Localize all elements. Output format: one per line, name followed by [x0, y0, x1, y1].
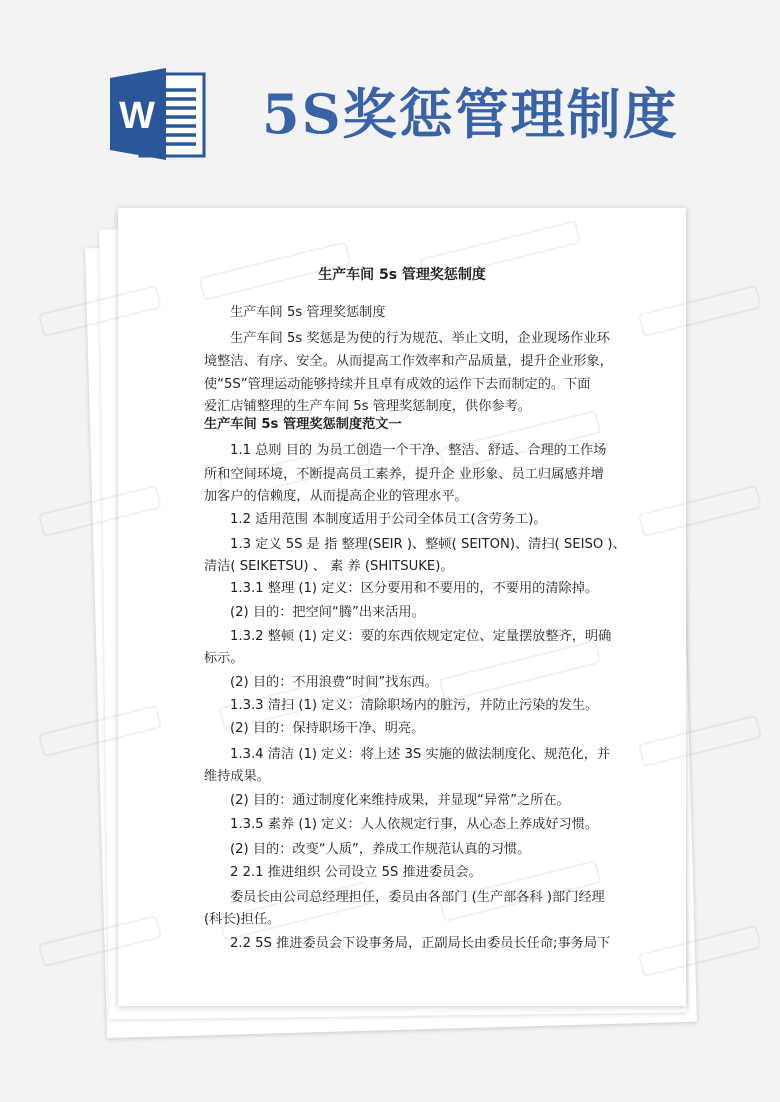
paragraph-line: (科长)担任。	[204, 912, 281, 927]
document-page	[118, 208, 686, 1006]
paragraph-line: 委员长由公司总经理担任，委员由各部门 (生产部各科 )部门经理	[230, 890, 605, 905]
document-title: 生产车间 5s 管理奖惩制度	[318, 267, 486, 283]
paragraph-line: 1.3.2 整顿 (1) 定义：要的东西依规定定位、定量摆放整齐，明确	[230, 629, 612, 644]
paragraph-line: (2) 目的：通过制度化来维持成果，并显现“异常”之所在。	[230, 793, 570, 808]
paragraph-line: 1.3.3 清扫 (1) 定义：清除职场内的脏污，并防止污染的发生。	[230, 698, 599, 713]
paragraph-line: 1.3 定义 5S 是 指 整理(SEIR )、整顿( SEITON)、清扫( SEISO )、	[230, 537, 626, 552]
paragraph-line: (2) 目的：保持职场干净、明亮。	[230, 721, 425, 736]
paragraph-line: 爱汇店铺整理的生产车间 5s 管理奖惩制度，供你参考。	[204, 399, 531, 414]
header	[0, 0, 780, 200]
paragraph-line: (2) 目的：不用浪费“时间”找东西。	[230, 675, 438, 690]
paragraph-line: 1.3.5 素养 (1) 定义：人人依规定行事，从心态上养成好习惯。	[230, 817, 599, 832]
paragraph-line: 1.3.4 清洁 (1) 定义：将上述 3S 实施的做法制度化、规范化，并	[230, 747, 611, 762]
paragraph-line: 加客户的信赖度，从而提高企业的管理水平。	[204, 489, 468, 504]
paragraph-line: 生产车间 5s 管理奖惩制度	[230, 305, 386, 320]
word-document-icon	[110, 68, 208, 160]
paragraph-line: 2.2 5S 推进委员会下设事务局，正副局长由委员长任命;事务局下	[230, 936, 611, 951]
paragraph-line: 使“5S”管理运动能够持续并且卓有成效的运作下去而制定的。下面	[204, 377, 591, 392]
paragraph-line: 所和空间环境，不断提高员工素养，提升企 业形象、员工归属感并增	[204, 467, 604, 482]
paragraph-line: 标示。	[204, 651, 244, 666]
word-icon-letter: W	[119, 95, 155, 137]
paragraph-line: 2 2.1 推进组织 公司设立 5S 推进委员会。	[230, 865, 482, 880]
paragraph-line: 1.1 总则 目的 为员工创造一个干净、整洁、舒适、合理的工作场	[230, 443, 607, 458]
paragraph-line: 1.3.1 整理 (1) 定义：区分要用和不要用的，不要用的清除掉。	[230, 581, 599, 596]
paragraph-line: 生产车间 5s 奖惩是为使的行为规范、举止文明，企业现场作业环	[230, 331, 610, 346]
paragraph-line: (2) 目的：改变“人质”，养成工作规范认真的习惯。	[230, 842, 531, 857]
paragraph-line: 清洁( SEIKETSU) 、 素 养 (SHITSUKE)。	[204, 559, 454, 574]
paragraph-line: 1.2 适用范围 本制度适用于公司全体员工(含劳务工)。	[230, 512, 547, 527]
paragraph-line: 维持成果。	[204, 769, 270, 784]
paragraph-line: 境整洁、有序、安全。从而提高工作效率和产品质量，提升企业形象，	[204, 354, 613, 369]
header-title: 5S奖惩管理制度	[262, 82, 679, 146]
paragraph-line: (2) 目的：把空间“腾”出来活用。	[230, 605, 425, 620]
section-heading: 生产车间 5s 管理奖惩制度范文一	[204, 417, 402, 432]
